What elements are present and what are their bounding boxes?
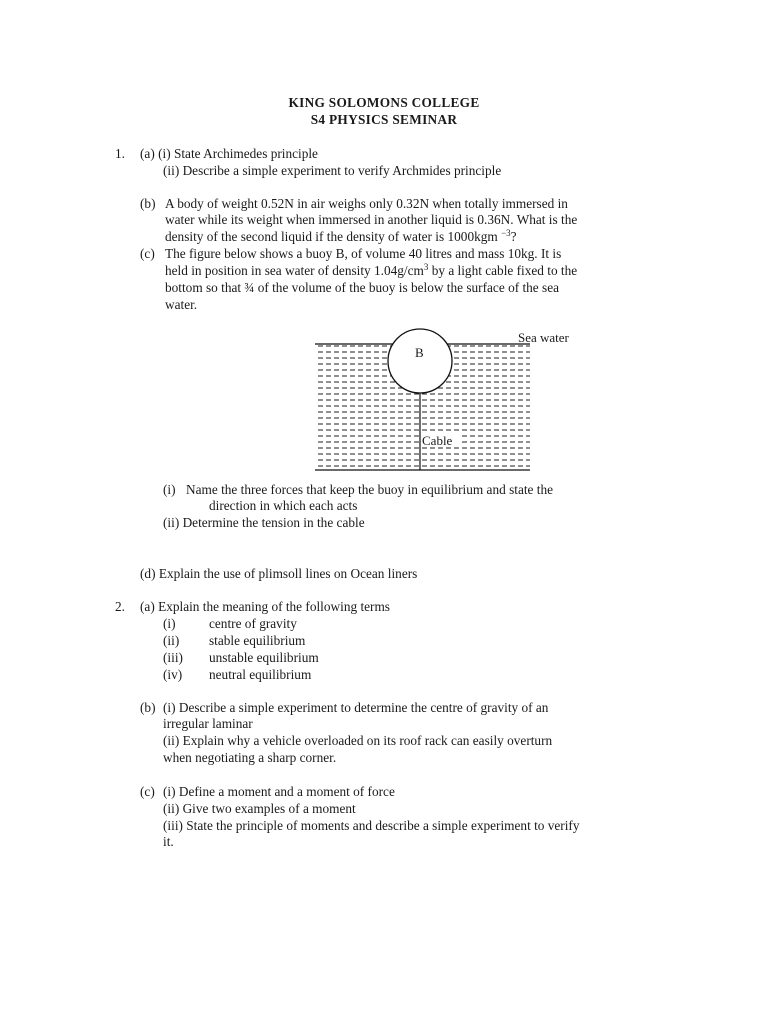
q2-term-2-text: stable equilibrium (209, 633, 306, 648)
buoy-label: B (415, 345, 424, 360)
q1-b-line3-text: density of the second liquid if the density of water is 1000kgm (165, 229, 502, 244)
q2-term-4-label: (iv) (163, 667, 183, 682)
q1-d: (d) Explain the use of plimsoll lines on Ocean liners (140, 566, 418, 581)
q2-b-ii-line2: when negotiating a sharp corner. (163, 750, 337, 765)
q1-c-line2 (165, 263, 577, 280)
q1-b-exponent: −3 (501, 228, 511, 238)
q1-a-i: (a) (i) State Archimedes principle (140, 146, 318, 161)
q2-c-i: (i) Define a moment and a moment of force (163, 784, 395, 799)
q1-c-line3: bottom so that ¾ of the volume of the buoy is below the surface of the sea (165, 280, 560, 295)
q1-number: 1. (115, 146, 125, 161)
q2-c-ii: (ii) Give two examples of a moment (163, 801, 356, 816)
q1-c-line4: water. (165, 297, 198, 312)
q1-c-label: (c) (140, 246, 155, 261)
q2-a: (a) Explain the meaning of the following terms (140, 599, 390, 614)
q1-c-i-line2: direction in which each acts (209, 498, 358, 513)
sea-water-label: Sea water (518, 330, 569, 345)
q2-term-1-text: centre of gravity (209, 616, 297, 631)
q1-b-line1: A body of weight 0.52N in air weighs only 0.32N when totally immersed in (165, 196, 568, 211)
q1-a-ii: (ii) Describe a simple experiment to verify Archmides principle (163, 163, 502, 178)
q1-c-i-line1: Name the three forces that keep the buoy in equilibrium and state the (186, 482, 554, 497)
q2-b-label: (b) (140, 700, 156, 715)
q1-c-exponent: 3 (423, 262, 429, 272)
q2-term-4-text: neutral equilibrium (209, 667, 312, 682)
q2-term-1-label: (i) (163, 616, 176, 631)
seminar-title: S4 PHYSICS SEMINAR (310, 112, 458, 127)
q2-b-ii-line1: (ii) Explain why a vehicle overloaded on its roof rack can easily overturn (163, 733, 553, 748)
q2-b-i-line2: irregular laminar (163, 716, 253, 731)
q1-b-line3-end: ? (510, 229, 517, 244)
q1-b-line2: water while its weight when immersed in another liquid is 0.36N. What is the (165, 212, 578, 227)
q2-term-3-text: unstable equilibrium (209, 650, 319, 665)
cable-label: Cable (422, 433, 453, 448)
q1-c-line2-text: held in position in sea water of density 1.04g/cm (165, 263, 424, 278)
q2-term-2-label: (ii) (163, 633, 180, 648)
q2-term-3-label: (iii) (163, 650, 183, 665)
q1-b-line3 (165, 229, 517, 246)
q2-c-iii-line1: (iii) State the principle of moments and describe a simple experiment to verify (163, 818, 580, 833)
q1-c-ii: (ii) Determine the tension in the cable (163, 515, 365, 530)
q1-c-line1: The figure below shows a buoy B, of volume 40 litres and mass 10kg. It is (165, 246, 562, 261)
buoy-circle (388, 329, 452, 393)
q1-c-line2-end: by a light cable fixed to the (428, 263, 578, 278)
q1-c-i-label: (i) (163, 482, 176, 497)
q2-b-i-line1: (i) Describe a simple experiment to determine the centre of gravity of an (163, 700, 549, 715)
q2-c-iii-line2: it. (163, 834, 174, 849)
school-title: KING SOLOMONS COLLEGE (288, 95, 480, 110)
buoy-diagram (310, 326, 610, 476)
q2-number: 2. (115, 599, 125, 614)
q1-b-label: (b) (140, 196, 156, 211)
q2-c-label: (c) (140, 784, 155, 799)
